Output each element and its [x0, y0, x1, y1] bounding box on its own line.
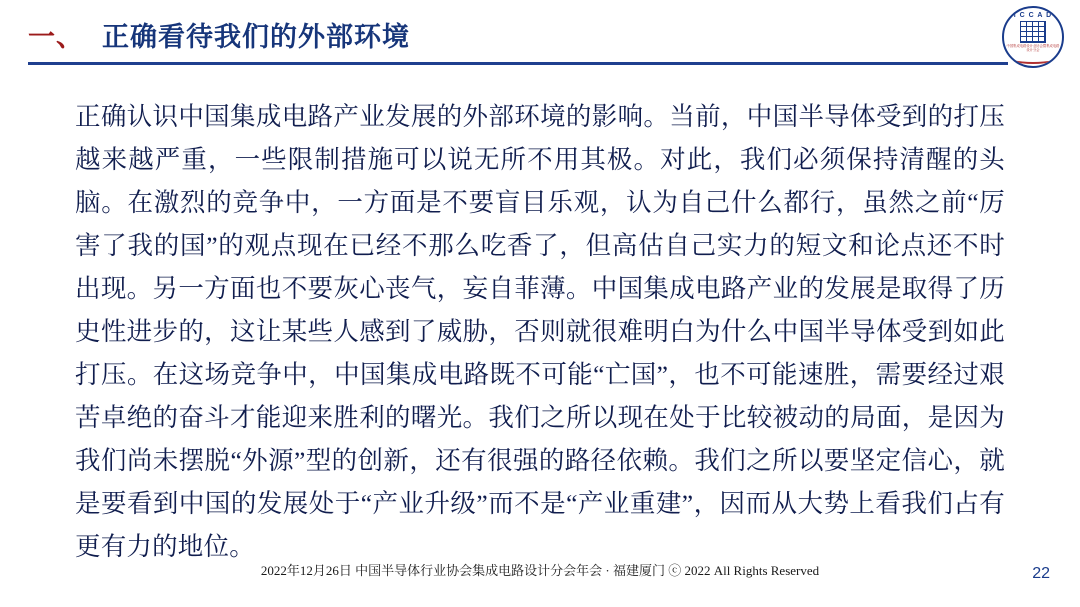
- footer-copyright: 2022年12月26日 中国半导体行业协会集成电路设计分会年会 · 福建厦门 ⓒ 2022 All Rights Reserved: [260, 563, 820, 578]
- slide-header: [0, 0, 1080, 70]
- logo-grid-icon: [1020, 21, 1046, 43]
- header-divider: [28, 62, 1008, 65]
- page-number: 22: [1032, 565, 1050, 582]
- iccad-logo: [1002, 6, 1064, 68]
- body-paragraph: 正确认识中国集成电路产业发展的外部环境的影响。当前，中国半导体受到的打压越来越严重，一些限制措施可以说无所不用其极。对此，我们必须保持清醒的头脑。在激烈的竞争中，一方面是不要盲目乐观，认为自己什么都行，虽然之前“厉害了我的国”的观点现在已经不那么吃香了，但高估自己实力的短文和论点还不时出现。另一方面也不要灰心丧气，妄自菲薄。中国集成电路产业的发展是取得了历史性进步的，这让某些人感到了威胁，否则就很难明白为什么中国半导体受到如此打压。在这场竞争中，中国集成电路既不可能“亡国”，也不可能速胜，需要经过艰苦卓绝的奋斗才能迎来胜利的曙光。我们之所以现在处于比较被动的局面，是因为我们尚未摆脱“外源”型的创新，还有很强的路径依赖。我们之所以要坚定信心，就是要看到中国的发展处于“产业升级”而不是“产业重建”，因而从大势上看我们占有更有力的地位。: [75, 102, 1005, 561]
- logo-arc-decoration: [1005, 48, 1061, 64]
- title-number: 一、: [28, 22, 84, 52]
- logo-bottom-text: 中国集成电路设计业协会暨集成电路设计分会: [1006, 44, 1060, 52]
- page-title: [28, 15, 410, 54]
- title-text: 正确看待我们的外部环境: [102, 22, 410, 52]
- logo-top-text: I C C A D: [1013, 12, 1053, 19]
